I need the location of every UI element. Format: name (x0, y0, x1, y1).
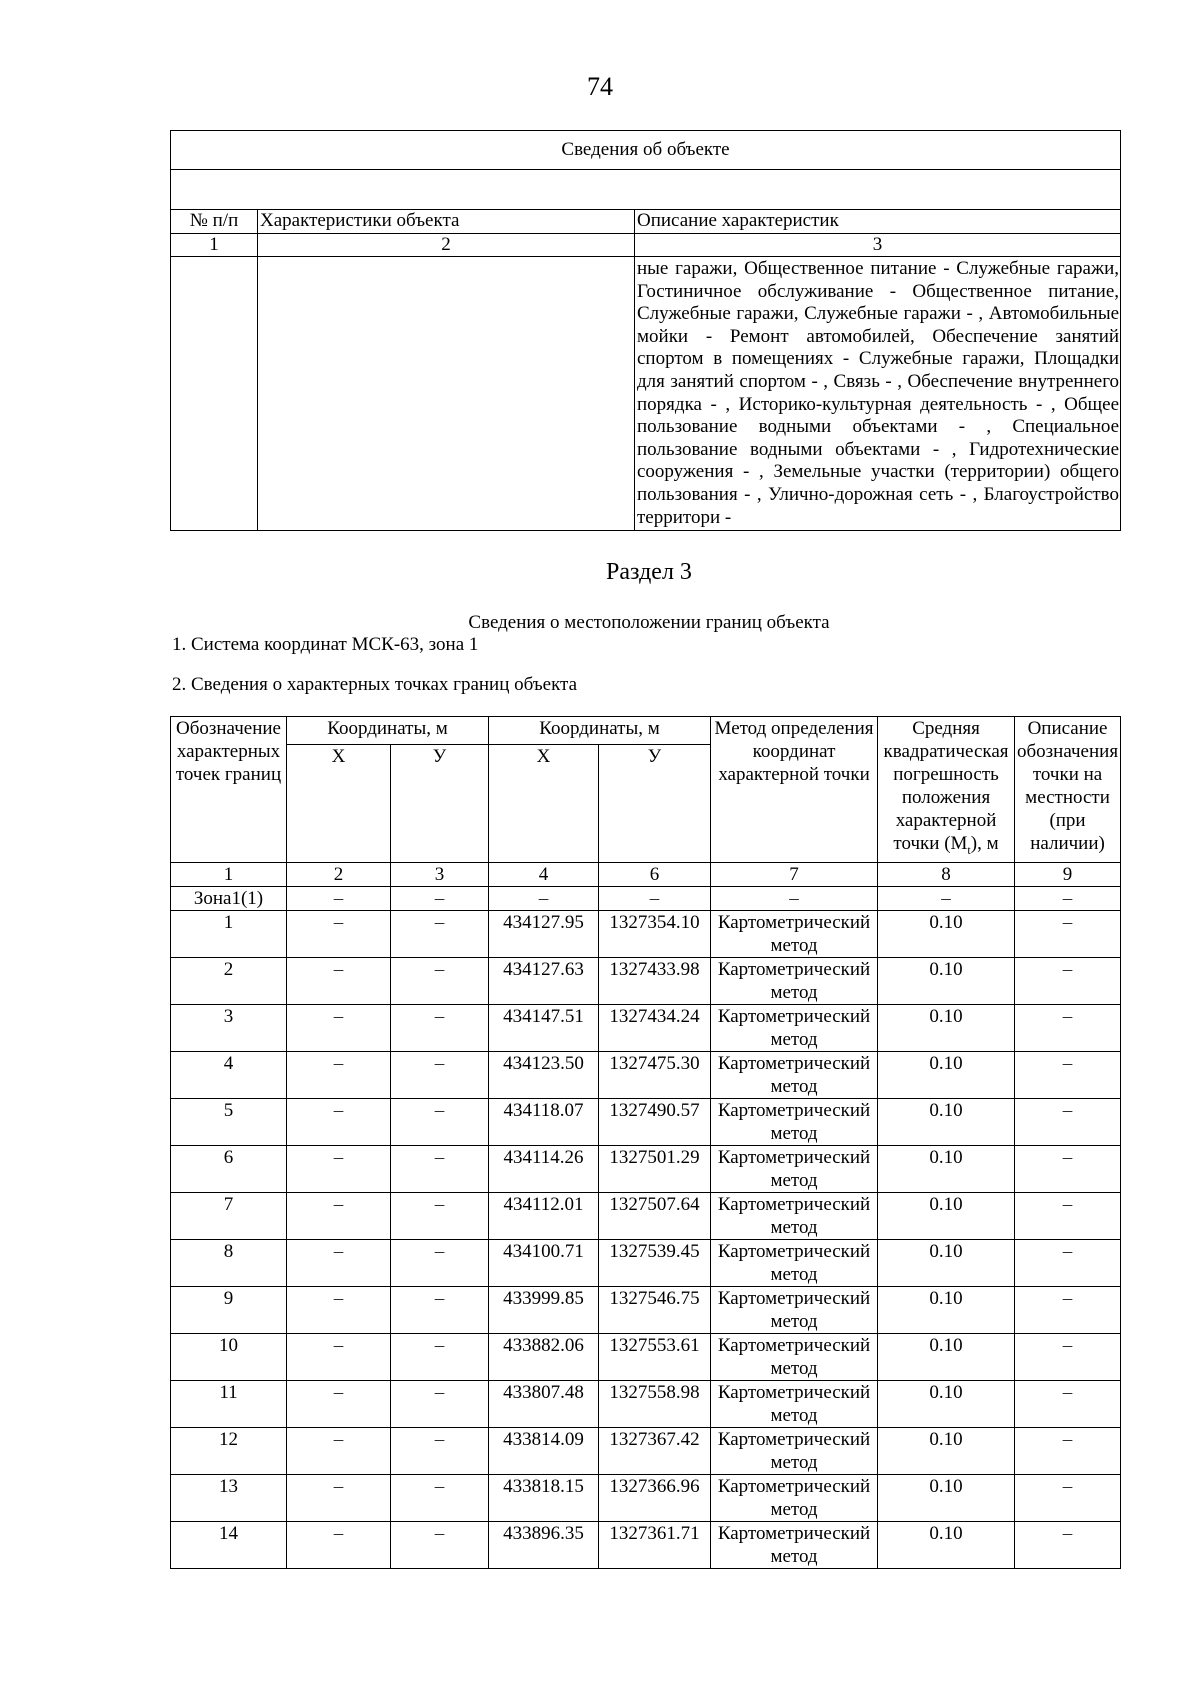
point-number: 6 (171, 1145, 287, 1192)
header-designation: Обозначение характерных точек границ (171, 717, 287, 863)
point-number: 14 (171, 1521, 287, 1568)
point-x-1: – (287, 1286, 391, 1333)
table-row (171, 1192, 1121, 1239)
point-y-1: – (391, 1474, 489, 1521)
table-row (171, 1333, 1121, 1380)
point-y-1: – (391, 1239, 489, 1286)
point-y-2: 1327367.42 (599, 1427, 711, 1474)
points-col-number: 2 (287, 862, 391, 886)
point-error: 0.10 (878, 1192, 1015, 1239)
point-y-1: – (391, 1145, 489, 1192)
point-y-1: – (391, 1004, 489, 1051)
point-x-1: – (287, 957, 391, 1004)
boundary-points-table (170, 716, 1121, 1569)
point-x-1: – (287, 1427, 391, 1474)
point-error: 0.10 (878, 1051, 1015, 1098)
point-x-2: 434100.71 (489, 1239, 599, 1286)
zone-cell: – (391, 886, 489, 910)
point-description: – (1015, 1427, 1121, 1474)
object-info-table (170, 130, 1121, 531)
point-method: Картометрический метод (711, 1474, 878, 1521)
header-error-text: Средняя квадратическая погрешность положения характерной точки (M (883, 718, 1009, 854)
points-col-number: 7 (711, 862, 878, 886)
point-method: Картометрический метод (711, 1333, 878, 1380)
point-x-2: 434127.63 (489, 957, 599, 1004)
point-y-2: 1327501.29 (599, 1145, 711, 1192)
table-row (171, 1239, 1121, 1286)
points-col-number: 1 (171, 862, 287, 886)
column-number-2: 2 (258, 234, 635, 257)
header-x-1: X (287, 744, 391, 862)
point-x-2: 433882.06 (489, 1333, 599, 1380)
point-number: 8 (171, 1239, 287, 1286)
point-description: – (1015, 1333, 1121, 1380)
header-y-1: У (391, 744, 489, 862)
point-x-1: – (287, 1004, 391, 1051)
zone-cell: – (599, 886, 711, 910)
header-error-suffix: ), м (970, 833, 999, 854)
point-y-2: 1327507.64 (599, 1192, 711, 1239)
point-y-2: 1327434.24 (599, 1004, 711, 1051)
point-x-2: 433814.09 (489, 1427, 599, 1474)
points-col-number: 6 (599, 862, 711, 886)
header-number: № п/п (171, 210, 258, 234)
zone-cell: – (1015, 886, 1121, 910)
point-error: 0.10 (878, 1098, 1015, 1145)
point-rows (171, 910, 1121, 1568)
point-y-1: – (391, 1051, 489, 1098)
point-method: Картометрический метод (711, 1239, 878, 1286)
section-subtitle: Сведения о местоположении границ объекта (468, 612, 830, 633)
point-y-1: – (391, 1333, 489, 1380)
table-row (171, 910, 1121, 957)
zone-cell: – (287, 886, 391, 910)
point-error: 0.10 (878, 1427, 1015, 1474)
point-y-1: – (391, 910, 489, 957)
point-x-2: 434147.51 (489, 1004, 599, 1051)
header-error (878, 717, 1015, 863)
point-description: – (1015, 1474, 1121, 1521)
point-number: 13 (171, 1474, 287, 1521)
point-y-1: – (391, 1521, 489, 1568)
point-y-2: 1327553.61 (599, 1333, 711, 1380)
point-description: – (1015, 1145, 1121, 1192)
page-number: 74 (587, 72, 613, 101)
object-row-number-empty (171, 257, 258, 531)
point-description: – (1015, 1286, 1121, 1333)
table-row (171, 1521, 1121, 1568)
point-x-2: 434112.01 (489, 1192, 599, 1239)
point-error: 0.10 (878, 957, 1015, 1004)
point-x-2: 434123.50 (489, 1051, 599, 1098)
point-y-1: – (391, 1098, 489, 1145)
table-row (171, 1474, 1121, 1521)
object-row-characteristic-empty (258, 257, 635, 531)
point-y-2: 1327539.45 (599, 1239, 711, 1286)
point-y-2: 1327361.71 (599, 1521, 711, 1568)
point-y-2: 1327475.30 (599, 1051, 711, 1098)
point-number: 3 (171, 1004, 287, 1051)
point-y-1: – (391, 957, 489, 1004)
column-number-3: 3 (635, 234, 1121, 257)
point-number: 5 (171, 1098, 287, 1145)
point-x-2: 434114.26 (489, 1145, 599, 1192)
point-y-2: 1327490.57 (599, 1098, 711, 1145)
points-info-line: 2. Сведения о характерных точках границ объекта (172, 674, 578, 695)
column-number-1: 1 (171, 234, 258, 257)
point-x-1: – (287, 1145, 391, 1192)
point-x-1: – (287, 1521, 391, 1568)
header-method: Метод определения координат характерной точки (711, 717, 878, 863)
point-number: 7 (171, 1192, 287, 1239)
point-x-1: – (287, 1239, 391, 1286)
section-title: Раздел 3 (606, 559, 692, 585)
header-description: Описание характеристик (635, 210, 1121, 234)
point-description: – (1015, 910, 1121, 957)
point-x-2: 434127.95 (489, 910, 599, 957)
zone-cell: – (878, 886, 1015, 910)
point-error: 0.10 (878, 1145, 1015, 1192)
point-error: 0.10 (878, 1333, 1015, 1380)
point-description: – (1015, 1192, 1121, 1239)
point-error: 0.10 (878, 910, 1015, 957)
header-coordinates-2: Координаты, м (489, 717, 711, 745)
object-table-title: Сведения об объекте (171, 131, 1121, 170)
points-col-number: 4 (489, 862, 599, 886)
point-method: Картометрический метод (711, 1004, 878, 1051)
point-error: 0.10 (878, 1004, 1015, 1051)
point-number: 11 (171, 1380, 287, 1427)
point-x-2: 434118.07 (489, 1098, 599, 1145)
point-number: 12 (171, 1427, 287, 1474)
point-description: – (1015, 1521, 1121, 1568)
points-col-number: 3 (391, 862, 489, 886)
point-method: Картометрический метод (711, 910, 878, 957)
point-y-2: 1327354.10 (599, 910, 711, 957)
point-x-1: – (287, 1333, 391, 1380)
point-y-1: – (391, 1380, 489, 1427)
point-y-2: 1327366.96 (599, 1474, 711, 1521)
table-row (171, 1098, 1121, 1145)
table-row (171, 1051, 1121, 1098)
table-row (171, 1004, 1121, 1051)
point-x-1: – (287, 1380, 391, 1427)
header-error-subscript: t (967, 842, 971, 857)
point-error: 0.10 (878, 1474, 1015, 1521)
point-description: – (1015, 1004, 1121, 1051)
point-y-1: – (391, 1427, 489, 1474)
point-y-1: – (391, 1286, 489, 1333)
zone-label: Зона1(1) (171, 886, 287, 910)
point-description: – (1015, 1380, 1121, 1427)
point-y-1: – (391, 1192, 489, 1239)
header-characteristics: Характеристики объекта (258, 210, 635, 234)
point-description: – (1015, 957, 1121, 1004)
point-method: Картометрический метод (711, 1380, 878, 1427)
header-x-2: X (489, 744, 599, 862)
table-row (171, 957, 1121, 1004)
point-description: – (1015, 1098, 1121, 1145)
header-point-description: Описание обозначения точки на местности (при наличии) (1015, 717, 1121, 863)
point-number: 1 (171, 910, 287, 957)
zone-cell: – (711, 886, 878, 910)
point-error: 0.10 (878, 1521, 1015, 1568)
point-error: 0.10 (878, 1380, 1015, 1427)
points-col-number: 9 (1015, 862, 1121, 886)
point-y-2: 1327546.75 (599, 1286, 711, 1333)
object-table-blank-row (171, 170, 1121, 210)
point-method: Картометрический метод (711, 1286, 878, 1333)
object-description-text: ные гаражи, Общественное питание - Служебные гаражи, Гостиничное обслуживание - Общественное питание, Служебные гаражи, Служебные гаражи - , Автомобильные мойки - Ремонт автомобилей, Обеспечение занятий спортом в помещениях - Служебные гаражи, Площадки для занятий спортом - , Связь - , Обеспечение внутреннего порядка - , Историко-культурная деятельность - , Общее пользование водными объектами - , Специальное пользование водными объектами - , Гидротехнические сооружения - , Земельные участки (территории) общего пользования - , Улично-дорожная сеть - , Благоустройство территори - (635, 257, 1121, 531)
point-number: 10 (171, 1333, 287, 1380)
point-y-2: 1327433.98 (599, 957, 711, 1004)
table-row (171, 1286, 1121, 1333)
header-coordinates-1: Координаты, м (287, 717, 489, 745)
point-x-1: – (287, 1098, 391, 1145)
point-x-2: 433807.48 (489, 1380, 599, 1427)
table-row (171, 1145, 1121, 1192)
point-description: – (1015, 1051, 1121, 1098)
point-number: 2 (171, 957, 287, 1004)
point-error: 0.10 (878, 1239, 1015, 1286)
point-method: Картометрический метод (711, 957, 878, 1004)
point-x-2: 433896.35 (489, 1521, 599, 1568)
point-y-2: 1327558.98 (599, 1380, 711, 1427)
header-y-2: У (599, 744, 711, 862)
points-col-number: 8 (878, 862, 1015, 886)
point-error: 0.10 (878, 1286, 1015, 1333)
point-method: Картометрический метод (711, 1427, 878, 1474)
point-x-2: 433818.15 (489, 1474, 599, 1521)
point-method: Картометрический метод (711, 1521, 878, 1568)
point-x-1: – (287, 910, 391, 957)
point-number: 4 (171, 1051, 287, 1098)
coordinate-system-line: 1. Система координат МСК-63, зона 1 (172, 634, 479, 655)
point-x-1: – (287, 1192, 391, 1239)
point-method: Картометрический метод (711, 1145, 878, 1192)
point-description: – (1015, 1239, 1121, 1286)
point-method: Картометрический метод (711, 1098, 878, 1145)
point-x-1: – (287, 1051, 391, 1098)
point-method: Картометрический метод (711, 1192, 878, 1239)
table-row (171, 1427, 1121, 1474)
point-number: 9 (171, 1286, 287, 1333)
point-x-2: 433999.85 (489, 1286, 599, 1333)
table-row (171, 1380, 1121, 1427)
zone-cell: – (489, 886, 599, 910)
point-x-1: – (287, 1474, 391, 1521)
point-method: Картометрический метод (711, 1051, 878, 1098)
